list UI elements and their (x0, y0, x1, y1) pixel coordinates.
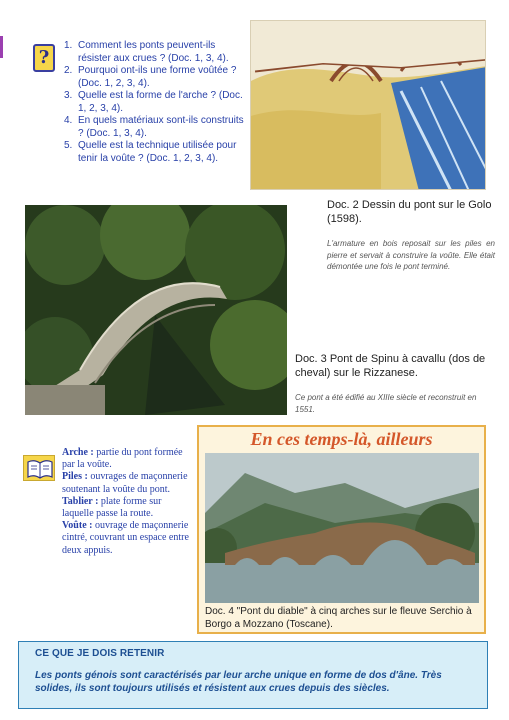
retain-title: CE QUE JE DOIS RETENIR (35, 648, 165, 659)
question-number: 2. (64, 65, 73, 76)
question-item (64, 140, 249, 165)
retain-box (18, 641, 488, 709)
question-number: 4. (64, 115, 73, 126)
elsewhere-title: En ces temps-là, ailleurs (250, 429, 433, 449)
elsewhere-box (197, 425, 486, 634)
question-text: Pourquoi ont-ils une forme voûtée ? (Doc. 1, 2, 3, 4). (78, 65, 237, 89)
glossary-definition: ouvrages de maçonnerie soutenant la voûte du pont. (62, 471, 188, 495)
glossary-term: Voûte : (62, 520, 93, 532)
doc4-caption: Doc. 4 "Pont du diable" à cinq arches sur le fleuve Serchio à Borgo a Mozzano (Toscane). (205, 606, 472, 630)
retain-text: Les ponts génois sont caractérisés par leur arche unique en forme de dos d'âne. Très solides, ils sont toujours utilisés et résistent aux crues depuis des siècles. (35, 670, 442, 694)
glossary-entry (62, 471, 194, 495)
margin-tab (0, 36, 3, 58)
question-text: Quelle est la forme de l'arche ? (Doc. 1, 2, 3, 4). (78, 90, 243, 114)
glossary-definition: ouvrage de maçonnerie cintré, couvrant un espace entre deux appuis. (62, 520, 189, 556)
question-number: 5. (64, 140, 73, 151)
golo-bridge-drawing (250, 20, 486, 190)
doc2-caption: Doc. 2 Dessin du pont sur le Golo (1598). (327, 199, 492, 225)
question-number: 3. (64, 90, 73, 101)
glossary-definition: plate forme sur laquelle passe la route. (62, 495, 162, 520)
open-book-icon (23, 455, 55, 481)
question-text: Quelle est la technique utilisée pour tenir la voûte ? (Doc. 1, 2, 3, 4). (78, 140, 237, 164)
question-item (64, 65, 249, 90)
glossary-entry (62, 496, 194, 520)
doc2-note: L'armature en bois reposait sur les piles en pierre et servait à construire la voûte. Elle était démontée une fois le pont terminé. (327, 239, 495, 271)
glossary-definition: partie du pont formée par la voûte. (62, 447, 183, 471)
spinu-bridge-photo (25, 205, 287, 415)
question-item (64, 115, 249, 140)
glossary (62, 447, 194, 557)
question-list (64, 40, 249, 165)
glossary-term: Arche : (62, 447, 94, 458)
glossary-entry (62, 447, 194, 471)
doc3-caption: Doc. 3 Pont de Spinu à cavallu (dos de cheval) sur le Rizzanese. (295, 353, 486, 379)
question-item (64, 40, 249, 65)
question-item (64, 90, 249, 115)
glossary-term: Tablier : (62, 495, 99, 507)
doc3-note: Ce pont a été édifié au XIIIe siècle et reconstruit en 1551. (295, 393, 477, 414)
devil-bridge-photo (205, 453, 479, 603)
glossary-entry (62, 520, 194, 557)
question-mark-glyph: ? (38, 47, 50, 68)
question-text: Comment les ponts peuvent-ils résister aux crues ? (Doc. 1, 3, 4). (78, 40, 229, 64)
glossary-term: Piles : (62, 471, 88, 483)
question-mark-icon (33, 44, 55, 72)
question-text: En quels matériaux sont-ils construits ? (Doc. 1, 3, 4). (78, 115, 244, 139)
question-number: 1. (64, 40, 73, 51)
